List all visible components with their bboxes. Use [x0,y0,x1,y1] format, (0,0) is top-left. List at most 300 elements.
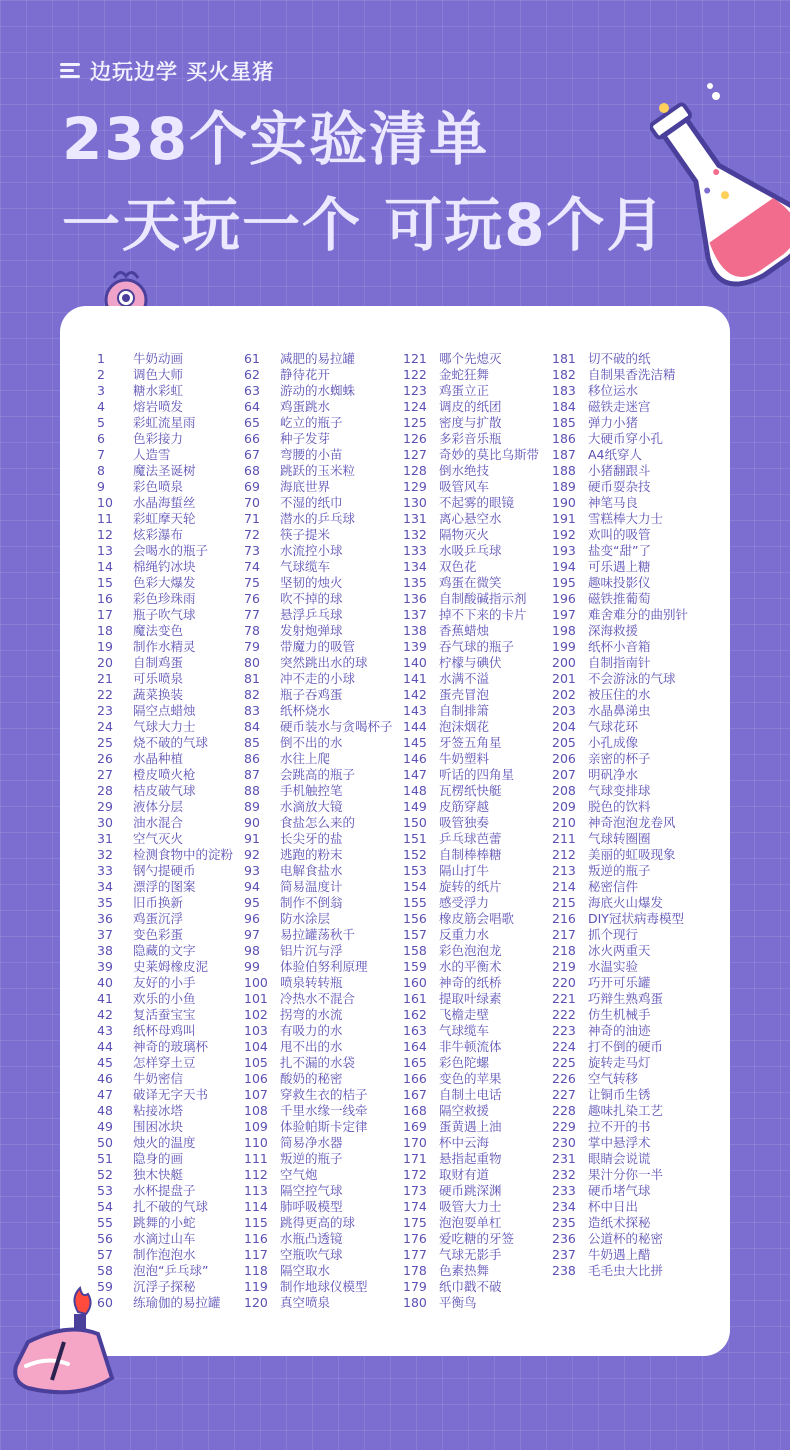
experiment-item [97,1199,233,1215]
experiment-title: 密度与扩散 [439,415,502,430]
experiment-title: 彩虹摩天轮 [133,511,196,526]
experiment-item [403,1135,539,1151]
experiment-title: 彩虹流星雨 [133,415,196,430]
experiment-number: 233 [552,1183,576,1198]
experiment-item [403,591,539,607]
experiment-title: 掌中悬浮术 [588,1135,651,1150]
experiment-item [403,831,539,847]
experiment-number: 66 [244,431,260,446]
experiment-number: 209 [552,799,576,814]
page-title-line1: 238个实验清单 [62,105,490,173]
experiment-number: 234 [552,1199,576,1214]
experiment-number: 30 [97,815,113,830]
experiment-number: 124 [403,399,427,414]
experiment-number: 94 [244,879,260,894]
experiment-item [244,463,393,479]
experiment-title: 吹不掉的球 [280,591,343,606]
experiment-item [403,767,539,783]
experiment-title: 水的平衡术 [439,959,502,974]
experiment-title: 瓶子吞鸡蛋 [280,687,343,702]
experiment-item [244,1167,393,1183]
experiment-number: 89 [244,799,260,814]
experiment-title: 友好的小手 [133,975,196,990]
experiment-item [403,1055,539,1071]
experiment-title: 神奇的油迹 [588,1023,651,1038]
experiment-title: 隐藏的文字 [133,943,196,958]
experiment-title: 气球无影手 [439,1247,502,1262]
experiment-number: 183 [552,383,576,398]
experiment-title: 泡泡“乒乓球” [133,1263,209,1278]
experiment-item [403,1087,539,1103]
experiment-item [552,1103,688,1119]
experiment-title: 泡泡耍单杠 [439,1215,502,1230]
experiment-number: 220 [552,975,576,990]
experiment-number: 137 [403,607,427,622]
experiment-number: 71 [244,511,260,526]
experiment-title: 巧辩生熟鸡蛋 [588,991,664,1006]
experiment-number: 207 [552,767,576,782]
experiment-number: 187 [552,447,576,462]
experiment-number: 229 [552,1119,576,1134]
experiment-item [552,815,688,831]
experiment-item [552,1119,688,1135]
experiment-title: 隐身的画 [133,1151,184,1166]
experiment-number: 120 [244,1295,268,1310]
experiment-title: 跳得更高的球 [280,1215,356,1230]
experiment-item [552,799,688,815]
experiment-number: 236 [552,1231,576,1246]
experiment-title: 魔法圣诞树 [133,463,196,478]
experiment-number: 152 [403,847,427,862]
flask-icon [650,80,790,310]
experiment-title: 有吸力的水 [280,1023,343,1038]
experiment-number: 23 [97,703,113,718]
experiment-title: 电解食盐水 [280,863,343,878]
experiment-title: 桔皮破气球 [133,783,196,798]
experiment-title: 沉浮子探秘 [133,1279,196,1294]
experiment-number: 37 [97,927,113,942]
experiment-item [552,1167,688,1183]
experiment-item [403,383,539,399]
experiment-title: 牛奶塑料 [439,751,490,766]
experiment-item [97,831,233,847]
experiment-number: 143 [403,703,427,718]
experiment-title: 食盐怎么来的 [280,815,356,830]
experiment-item [97,367,233,383]
experiment-item [552,607,688,623]
experiment-number: 68 [244,463,260,478]
experiment-item [403,1007,539,1023]
experiment-title: 空瓶吹气球 [280,1247,343,1262]
experiment-number: 64 [244,399,260,414]
experiment-item [97,527,233,543]
experiment-title: 水滴过山车 [133,1231,196,1246]
experiment-number: 82 [244,687,260,702]
experiment-title: 漂浮的图案 [133,879,196,894]
experiment-number: 95 [244,895,260,910]
experiment-item [403,1295,539,1311]
experiment-number: 211 [552,831,576,846]
experiment-item [552,895,688,911]
experiment-item [244,527,393,543]
experiment-title: 扎不漏的水袋 [280,1055,356,1070]
experiment-item [552,927,688,943]
experiment-title: 反重力水 [439,927,490,942]
experiment-item [552,479,688,495]
experiment-item [97,1167,233,1183]
experiment-title: 吸管风车 [439,479,490,494]
experiment-title: 磁铁走迷宫 [588,399,651,414]
experiment-item [244,575,393,591]
experiment-number: 132 [403,527,427,542]
experiment-title: 被压住的水 [588,687,651,702]
experiment-item [403,1039,539,1055]
experiment-number: 225 [552,1055,576,1070]
experiment-number: 93 [244,863,260,878]
experiment-number: 97 [244,927,260,942]
experiment-title: 手机触控笔 [280,783,343,798]
experiment-title: 酸奶的秘密 [280,1071,343,1086]
experiment-item [403,1071,539,1087]
experiment-number: 219 [552,959,576,974]
experiment-number: 125 [403,415,427,430]
experiment-title: 彩色陀螺 [439,1055,490,1070]
experiment-item [97,719,233,735]
experiment-number: 202 [552,687,576,702]
experiment-title: 炫彩瀑布 [133,527,184,542]
experiment-item [244,1151,393,1167]
experiment-item [244,1231,393,1247]
experiment-title: 水流控小球 [280,543,343,558]
experiment-title: 鸡蛋在微笑 [439,575,502,590]
experiment-column-4 [552,351,688,1279]
experiment-number: 164 [403,1039,427,1054]
experiment-title: 仿生机械手 [588,1007,651,1022]
experiment-number: 33 [97,863,113,878]
experiment-item [97,991,233,1007]
experiment-number: 40 [97,975,113,990]
experiment-item [552,639,688,655]
experiment-number: 67 [244,447,260,462]
experiment-number: 35 [97,895,113,910]
experiment-number: 154 [403,879,427,894]
experiment-number: 81 [244,671,260,686]
experiment-number: 122 [403,367,427,382]
experiment-item [403,575,539,591]
experiment-number: 170 [403,1135,427,1150]
experiment-number: 217 [552,927,576,942]
experiment-item [552,543,688,559]
experiment-title: 小孔成像 [588,735,639,750]
experiment-title: 美丽的虹吸现象 [588,847,676,862]
experiment-item [97,591,233,607]
experiment-number: 8 [97,463,105,478]
experiment-item [244,559,393,575]
experiment-title: 扎不破的气球 [133,1199,209,1214]
experiment-item [552,575,688,591]
experiment-item [552,847,688,863]
experiment-item [244,1023,393,1039]
experiment-title: 叛逆的瓶子 [588,863,651,878]
experiment-title: 气球缆车 [280,559,331,574]
experiment-title: 坚韧的烛火 [280,575,343,590]
experiment-number: 41 [97,991,113,1006]
experiment-item [244,815,393,831]
experiment-item [97,1135,233,1151]
experiment-title: 糖水彩虹 [133,383,184,398]
experiment-number: 169 [403,1119,427,1134]
experiment-item [244,1055,393,1071]
experiment-title: 变色的苹果 [439,1071,502,1086]
experiment-number: 174 [403,1199,427,1214]
experiment-title: 铝片沉与浮 [280,943,343,958]
experiment-number: 36 [97,911,113,926]
experiment-item [97,927,233,943]
experiment-number: 198 [552,623,576,638]
experiment-item [403,607,539,623]
experiment-item [403,511,539,527]
experiment-item [244,447,393,463]
experiment-number: 18 [97,623,113,638]
experiment-number: 12 [97,527,113,542]
experiment-item [97,1039,233,1055]
experiment-number: 99 [244,959,260,974]
experiment-item [97,863,233,879]
experiment-title: 水晶种植 [133,751,184,766]
experiment-title: 硬币堵气球 [588,1183,651,1198]
experiment-number: 88 [244,783,260,798]
page-title-line2: 一天玩一个 可玩8个月 [62,191,667,259]
experiment-item [97,383,233,399]
experiment-number: 59 [97,1279,113,1294]
experiment-title: 自制排箫 [439,703,490,718]
experiment-title: 破译无字天书 [133,1087,209,1102]
experiment-number: 167 [403,1087,427,1102]
experiment-number: 197 [552,607,576,622]
experiment-title: 长尖牙的盐 [280,831,343,846]
experiment-item [552,1087,688,1103]
experiment-item [97,559,233,575]
experiment-item [244,1119,393,1135]
experiment-title: 神奇泡泡龙卷风 [588,815,676,830]
experiment-title: 趣味扎染工艺 [588,1103,664,1118]
experiment-item [403,1151,539,1167]
experiment-number: 178 [403,1263,427,1278]
experiment-title: 磁铁推葡萄 [588,591,651,606]
experiment-item [403,1263,539,1279]
experiment-number: 228 [552,1103,576,1118]
experiment-item [97,767,233,783]
experiment-number: 92 [244,847,260,862]
experiment-title: 逃跑的粉末 [280,847,343,862]
experiment-number: 157 [403,927,427,942]
experiment-item [403,527,539,543]
experiment-number: 189 [552,479,576,494]
experiment-number: 16 [97,591,113,606]
experiment-item [244,415,393,431]
experiment-title: 欢乐的小鱼 [133,991,196,1006]
experiment-title: 制作不倒翁 [280,895,343,910]
experiment-title: 纸杯烧水 [280,703,331,718]
experiment-item [552,1151,688,1167]
experiment-number: 235 [552,1215,576,1230]
experiment-title: 小猪翻跟斗 [588,463,651,478]
experiment-item [552,1055,688,1071]
experiment-item [97,1119,233,1135]
experiment-number: 87 [244,767,260,782]
experiment-number: 61 [244,351,260,366]
experiment-number: 78 [244,623,260,638]
experiment-number: 133 [403,543,427,558]
experiment-title: 变色彩蛋 [133,927,184,942]
experiment-item [97,1007,233,1023]
experiment-item [552,911,688,927]
experiment-title: 彩色泡泡龙 [439,943,502,958]
experiment-title: 色素热舞 [439,1263,490,1278]
experiment-item [552,1007,688,1023]
experiment-number: 223 [552,1023,576,1038]
experiment-title: 水晶海蜇丝 [133,495,196,510]
experiment-number: 63 [244,383,260,398]
experiment-title: 牙签五角星 [439,735,502,750]
experiment-item [97,479,233,495]
experiment-column-3 [403,351,539,1311]
experiment-title: 水晶鼻涕虫 [588,703,651,718]
experiment-number: 15 [97,575,113,590]
experiment-title: 叛逆的瓶子 [280,1151,343,1166]
experiment-title: 烛火的温度 [133,1135,196,1150]
experiment-item [244,831,393,847]
experiment-item [244,383,393,399]
experiment-title: 带魔力的吸管 [280,639,356,654]
experiment-title: 神奇的玻璃杯 [133,1039,209,1054]
experiment-item [97,431,233,447]
experiment-number: 69 [244,479,260,494]
experiment-number: 155 [403,895,427,910]
experiment-title: 彩色喷泉 [133,479,184,494]
experiment-title: 复活蚕宝宝 [133,1007,196,1022]
experiment-item [403,719,539,735]
experiment-item [552,831,688,847]
experiment-item [244,591,393,607]
experiment-title: 纸杯小音箱 [588,639,651,654]
experiment-item [97,687,233,703]
experiment-number: 6 [97,431,105,446]
experiment-number: 238 [552,1263,576,1278]
experiment-number: 106 [244,1071,268,1086]
experiment-title: 气球缆车 [439,1023,490,1038]
experiment-item [552,959,688,975]
experiment-number: 11 [97,511,113,526]
experiment-item [552,591,688,607]
experiment-item [97,495,233,511]
experiment-title: 打不倒的硬币 [588,1039,664,1054]
experiment-title: 隔空救援 [439,1103,490,1118]
experiment-number: 52 [97,1167,113,1182]
experiment-item [552,447,688,463]
experiment-number: 192 [552,527,576,542]
experiment-title: 欢叫的吸管 [588,527,651,542]
experiment-number: 31 [97,831,113,846]
experiment-item [97,943,233,959]
experiment-number: 231 [552,1151,576,1166]
experiment-number: 148 [403,783,427,798]
experiment-number: 38 [97,943,113,958]
experiment-title: 防水涂层 [280,911,331,926]
experiment-title: 悬指起重物 [439,1151,502,1166]
experiment-number: 2 [97,367,105,382]
experiment-title: 空气灭火 [133,831,184,846]
experiment-title: 水满不溢 [439,671,490,686]
experiment-item [552,1231,688,1247]
experiment-item [97,815,233,831]
experiment-item [97,1055,233,1071]
experiment-title: 拐弯的水流 [280,1007,343,1022]
experiment-number: 10 [97,495,113,510]
experiment-item [97,1087,233,1103]
experiment-title: 水温实验 [588,959,639,974]
experiment-item [97,1103,233,1119]
experiment-title: 突然跳出水的球 [280,655,368,670]
experiment-title: 气球变排球 [588,783,651,798]
experiment-title: A4纸穿人 [588,447,643,462]
experiment-number: 142 [403,687,427,702]
experiment-number: 74 [244,559,260,574]
experiment-item [97,1215,233,1231]
experiment-item [552,1199,688,1215]
experiment-item [244,975,393,991]
experiment-item [244,943,393,959]
experiment-number: 32 [97,847,113,862]
experiment-number: 146 [403,751,427,766]
experiment-number: 54 [97,1199,113,1214]
experiment-number: 201 [552,671,576,686]
experiment-number: 149 [403,799,427,814]
experiment-number: 102 [244,1007,268,1022]
experiment-title: 隔空控气球 [280,1183,343,1198]
experiment-item [244,1135,393,1151]
experiment-item [97,415,233,431]
experiment-title: 可乐遇上糖 [588,559,651,574]
experiment-number: 208 [552,783,576,798]
experiment-number: 109 [244,1119,268,1134]
experiment-item [97,399,233,415]
experiment-title: 多彩音乐瓶 [439,431,502,446]
experiment-title: 色彩大爆发 [133,575,196,590]
experiment-item [552,655,688,671]
experiment-number: 130 [403,495,427,510]
experiment-item [552,783,688,799]
experiment-item [403,559,539,575]
experiment-item [403,1215,539,1231]
experiment-title: 体验伯努利原理 [280,959,368,974]
experiment-item [552,991,688,1007]
experiment-title: 自制果香洗洁精 [588,367,676,382]
experiment-title: 甩不出的水 [280,1039,343,1054]
experiment-title: 水吸乒乓球 [439,543,502,558]
experiment-number: 216 [552,911,576,926]
experiment-number: 45 [97,1055,113,1070]
experiment-title: 发射炮弹球 [280,623,343,638]
experiment-title: 蛋黄遇上油 [439,1119,502,1134]
experiment-number: 101 [244,991,268,1006]
experiment-title: 趣味投影仪 [588,575,651,590]
experiment-title: 不湿的纸巾 [280,495,343,510]
experiment-title: 跳跃的玉米粒 [280,463,356,478]
experiment-title: 掉不下来的卡片 [439,607,527,622]
experiment-item [244,927,393,943]
experiment-title: 调色大师 [133,367,184,382]
